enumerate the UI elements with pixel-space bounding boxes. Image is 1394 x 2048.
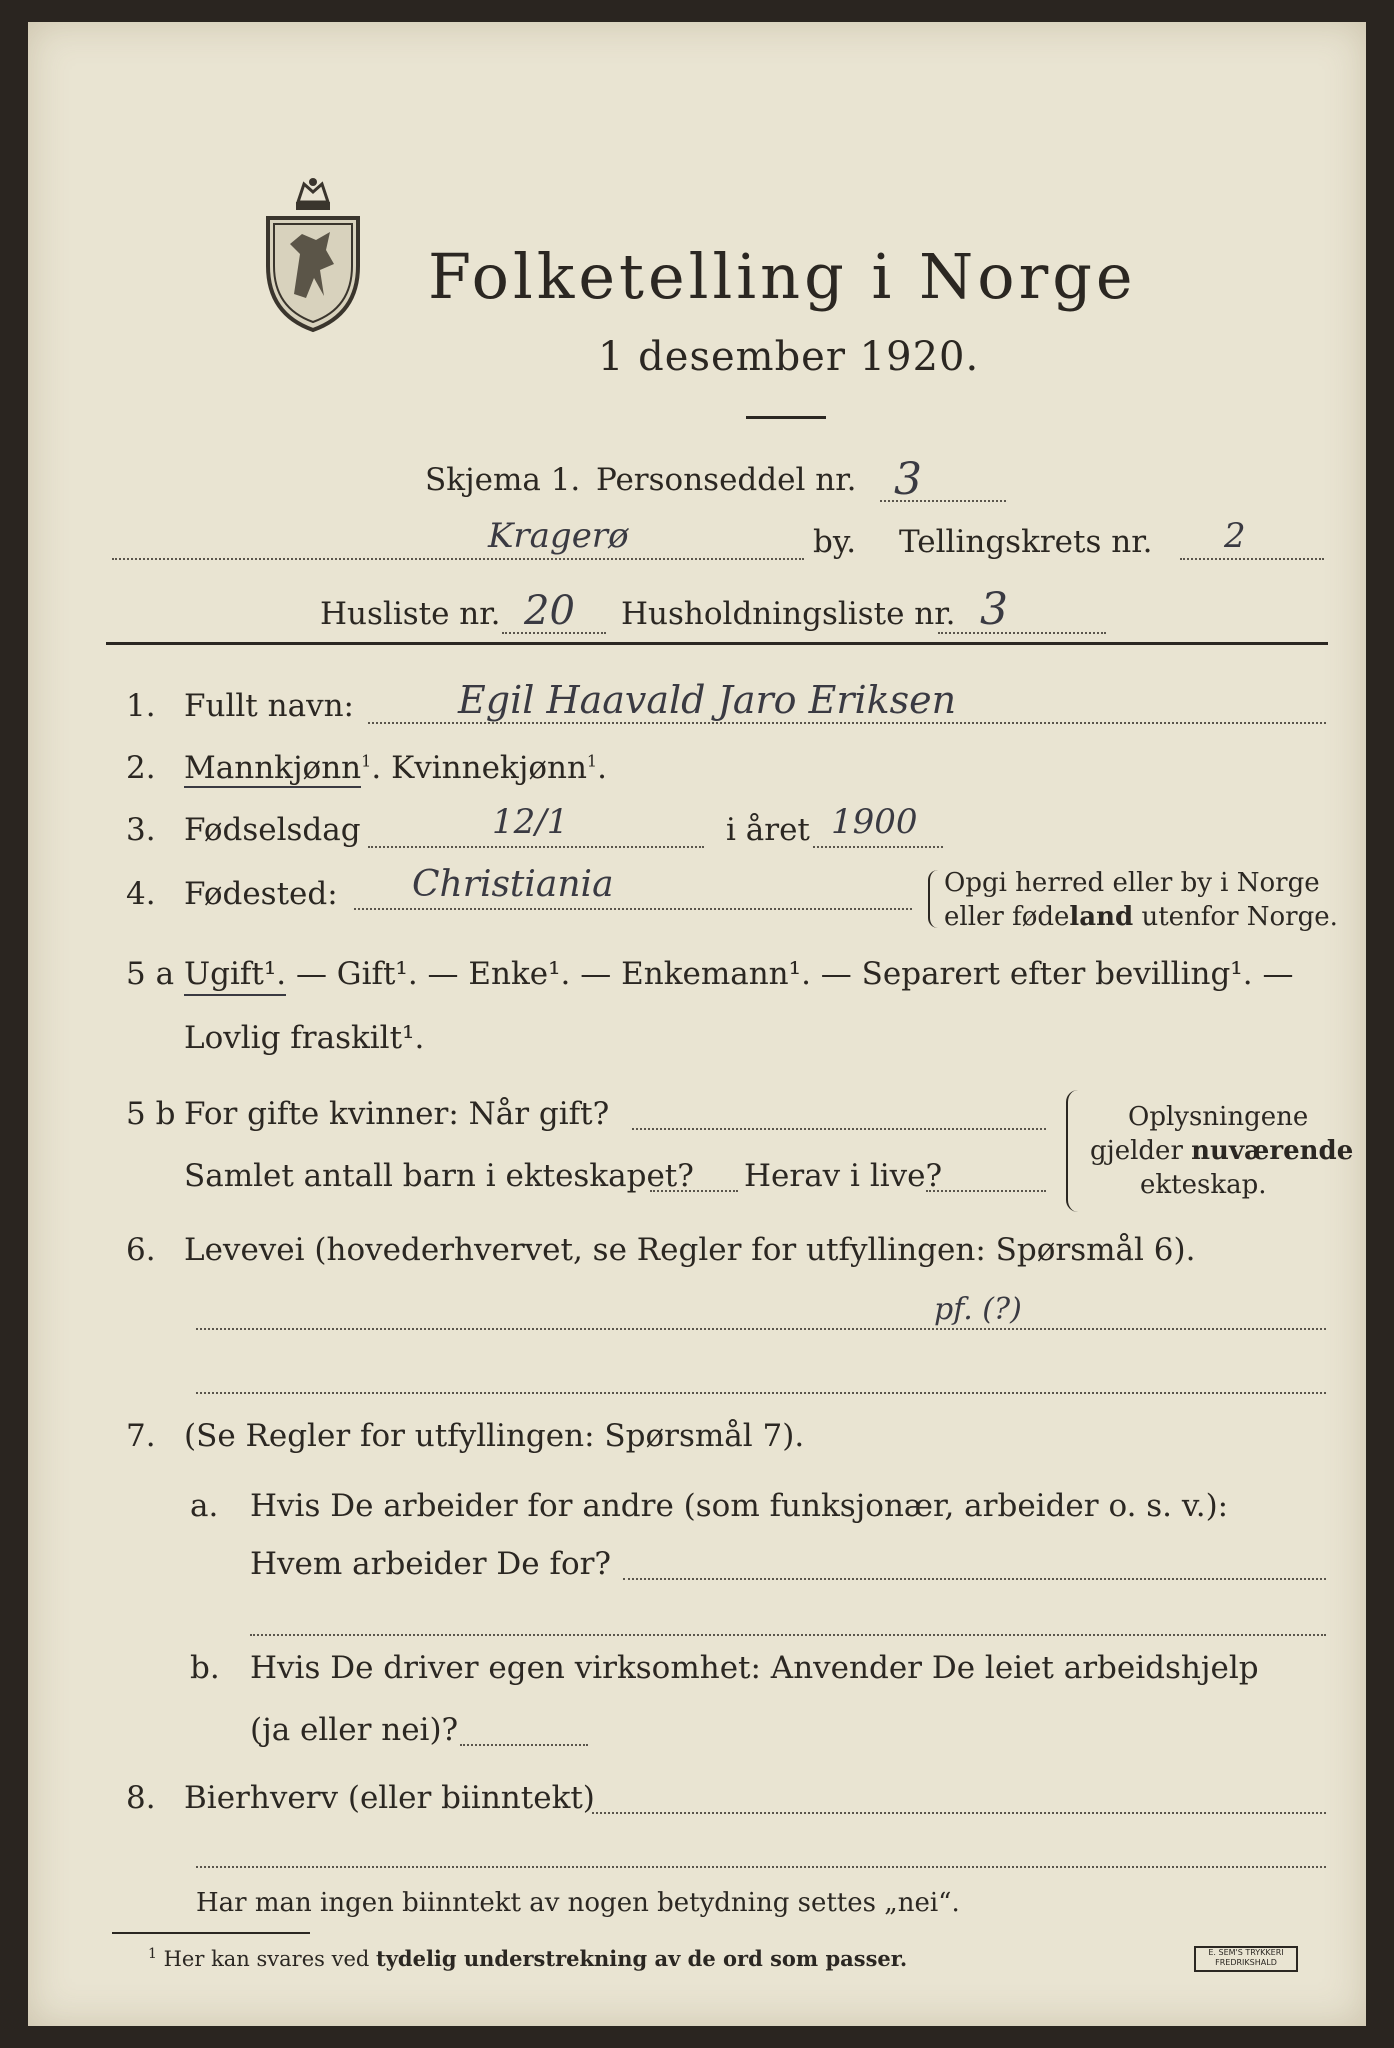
footnote-divider bbox=[112, 1932, 310, 1934]
q5b-when-line bbox=[632, 1128, 1046, 1130]
q5b-alive: Herav i live? bbox=[744, 1158, 943, 1194]
q1-number: 1. bbox=[126, 688, 156, 724]
q5b-when-married: For gifte kvinner: Når gift? bbox=[184, 1096, 610, 1132]
q8-label: Bierhverv (eller biinntekt) bbox=[184, 1780, 595, 1816]
tellingskrets-label: Tellingskrets nr. bbox=[899, 524, 1153, 560]
q2-number: 2. bbox=[126, 750, 156, 786]
birthday-value: 12/1 bbox=[492, 802, 569, 842]
town-suffix: by. bbox=[813, 524, 857, 560]
town-line bbox=[112, 558, 804, 560]
tellingskrets-line bbox=[1180, 558, 1324, 560]
q5b-children-line bbox=[650, 1190, 738, 1192]
occupation-value: pf. (?) bbox=[934, 1292, 1022, 1327]
q5b-number: 5 b bbox=[126, 1096, 176, 1132]
q5b-note-line2: gjelder nuværende bbox=[1090, 1136, 1354, 1166]
census-form bbox=[28, 22, 1366, 2026]
q6-label: Levevei (hovederhvervet, se Regler for utfyllingen: Spørsmål 6). bbox=[184, 1232, 1196, 1268]
full-name-value: Egil Haavald Jaro Eriksen bbox=[458, 678, 957, 722]
q4-note-line1: Opgi herred eller by i Norge bbox=[944, 868, 1320, 898]
printer-stamp: E. SEM'S TRYKKERI FREDRIKSHALD bbox=[1194, 1946, 1298, 1972]
q7a-line bbox=[623, 1578, 1326, 1580]
gender-male-option: Mannkjønn bbox=[184, 750, 362, 786]
q7b-letter: b. bbox=[190, 1650, 220, 1686]
q3-number: 3. bbox=[126, 812, 156, 848]
q6-line2 bbox=[196, 1392, 1326, 1394]
q7b-line bbox=[460, 1744, 588, 1746]
q7a-letter: a. bbox=[190, 1488, 219, 1524]
header-divider bbox=[106, 642, 1328, 645]
q8-number: 8. bbox=[126, 1780, 156, 1816]
q5b-alive-line bbox=[926, 1190, 1046, 1192]
q7-label: (Se Regler for utfyllingen: Spørsmål 7). bbox=[184, 1418, 805, 1454]
q1-line bbox=[368, 722, 1326, 724]
marital-status-options: Ugift¹. — Gift¹. — Enke¹. — Enkemann¹. — Separert efter bevilling¹. — bbox=[184, 956, 1294, 992]
q5b-note-line3: ekteskap. bbox=[1140, 1170, 1267, 1200]
husholdning-label: Husholdningsliste nr. bbox=[621, 596, 956, 632]
husliste-label: Husliste nr. bbox=[320, 596, 501, 632]
husholdning-value: 3 bbox=[980, 584, 1008, 635]
q5b-note-line1: Oplysningene bbox=[1128, 1102, 1309, 1132]
q7b-line1: Hvis De driver egen virksomhet: Anvender De leiet arbeidshjelp bbox=[250, 1650, 1259, 1686]
tellingskrets-value: 2 bbox=[1224, 516, 1246, 556]
q1-label: Fullt navn: bbox=[184, 688, 354, 724]
q5b-note-brace bbox=[1066, 1090, 1078, 1212]
q7a-line2: Hvem arbeider De for? bbox=[250, 1546, 612, 1582]
q5a-number: 5 a bbox=[126, 956, 175, 992]
schema-label: Skjema 1. bbox=[425, 462, 581, 498]
q4-label: Fødested: bbox=[184, 876, 338, 912]
gender-female-option: Kvinnekjønn bbox=[391, 750, 587, 786]
town-value: Kragerø bbox=[488, 516, 629, 556]
q7-number: 7. bbox=[126, 1418, 156, 1454]
footnote-mark: 1 bbox=[148, 1946, 157, 1962]
q3-year-label: i året bbox=[726, 812, 810, 848]
census-date: 1 desember 1920. bbox=[598, 334, 980, 380]
q3-year-line bbox=[813, 846, 943, 848]
q4-note-line2: eller fødeland utenfor Norge. bbox=[944, 902, 1338, 932]
q2-options: Mannkjønn$^1$. Kvinnekjønn$^1$. bbox=[184, 750, 607, 786]
personseddel-label: Personseddel nr. bbox=[596, 462, 857, 498]
q5b-children: Samlet antall barn i ekteskapet? bbox=[184, 1158, 694, 1194]
q2-sup-m: 1 bbox=[361, 751, 372, 771]
q4-number: 4. bbox=[126, 876, 156, 912]
q4-note-brace bbox=[928, 870, 938, 928]
q8-line bbox=[592, 1812, 1326, 1814]
husholdning-line bbox=[938, 632, 1106, 634]
q6-line1 bbox=[196, 1328, 1326, 1330]
q2-sup-k: 1 bbox=[586, 751, 598, 771]
q7a-line-extra bbox=[250, 1634, 1326, 1636]
q3-day-line bbox=[368, 846, 704, 848]
form-title: Folketelling i Norge bbox=[428, 240, 1137, 313]
birthplace-value: Christiania bbox=[412, 864, 614, 905]
q3-label: Fødselsdag bbox=[184, 812, 361, 848]
personseddel-value: 3 bbox=[894, 454, 922, 505]
coat-of-arms-icon bbox=[260, 174, 366, 334]
husliste-value: 20 bbox=[524, 588, 575, 634]
ugift-underline bbox=[184, 994, 286, 996]
q8-line-extra bbox=[196, 1866, 1326, 1868]
q7b-line2: (ja eller nei)? bbox=[250, 1712, 459, 1748]
birth-year-value: 1900 bbox=[831, 802, 918, 842]
q4-line bbox=[354, 908, 912, 910]
footnote: $^1$ Her kan svares ved tydelig understrekning av de ord som passer. bbox=[148, 1946, 908, 1971]
footer-note: Har man ingen biinntekt av nogen betydning settes „nei“. bbox=[196, 1888, 960, 1918]
marital-status-options-cont: Lovlig fraskilt¹. bbox=[184, 1020, 425, 1056]
title-divider bbox=[746, 416, 826, 419]
q7a-line1: Hvis De arbeider for andre (som funksjonær, arbeider o. s. v.): bbox=[250, 1488, 1229, 1524]
q6-number: 6. bbox=[126, 1232, 156, 1268]
